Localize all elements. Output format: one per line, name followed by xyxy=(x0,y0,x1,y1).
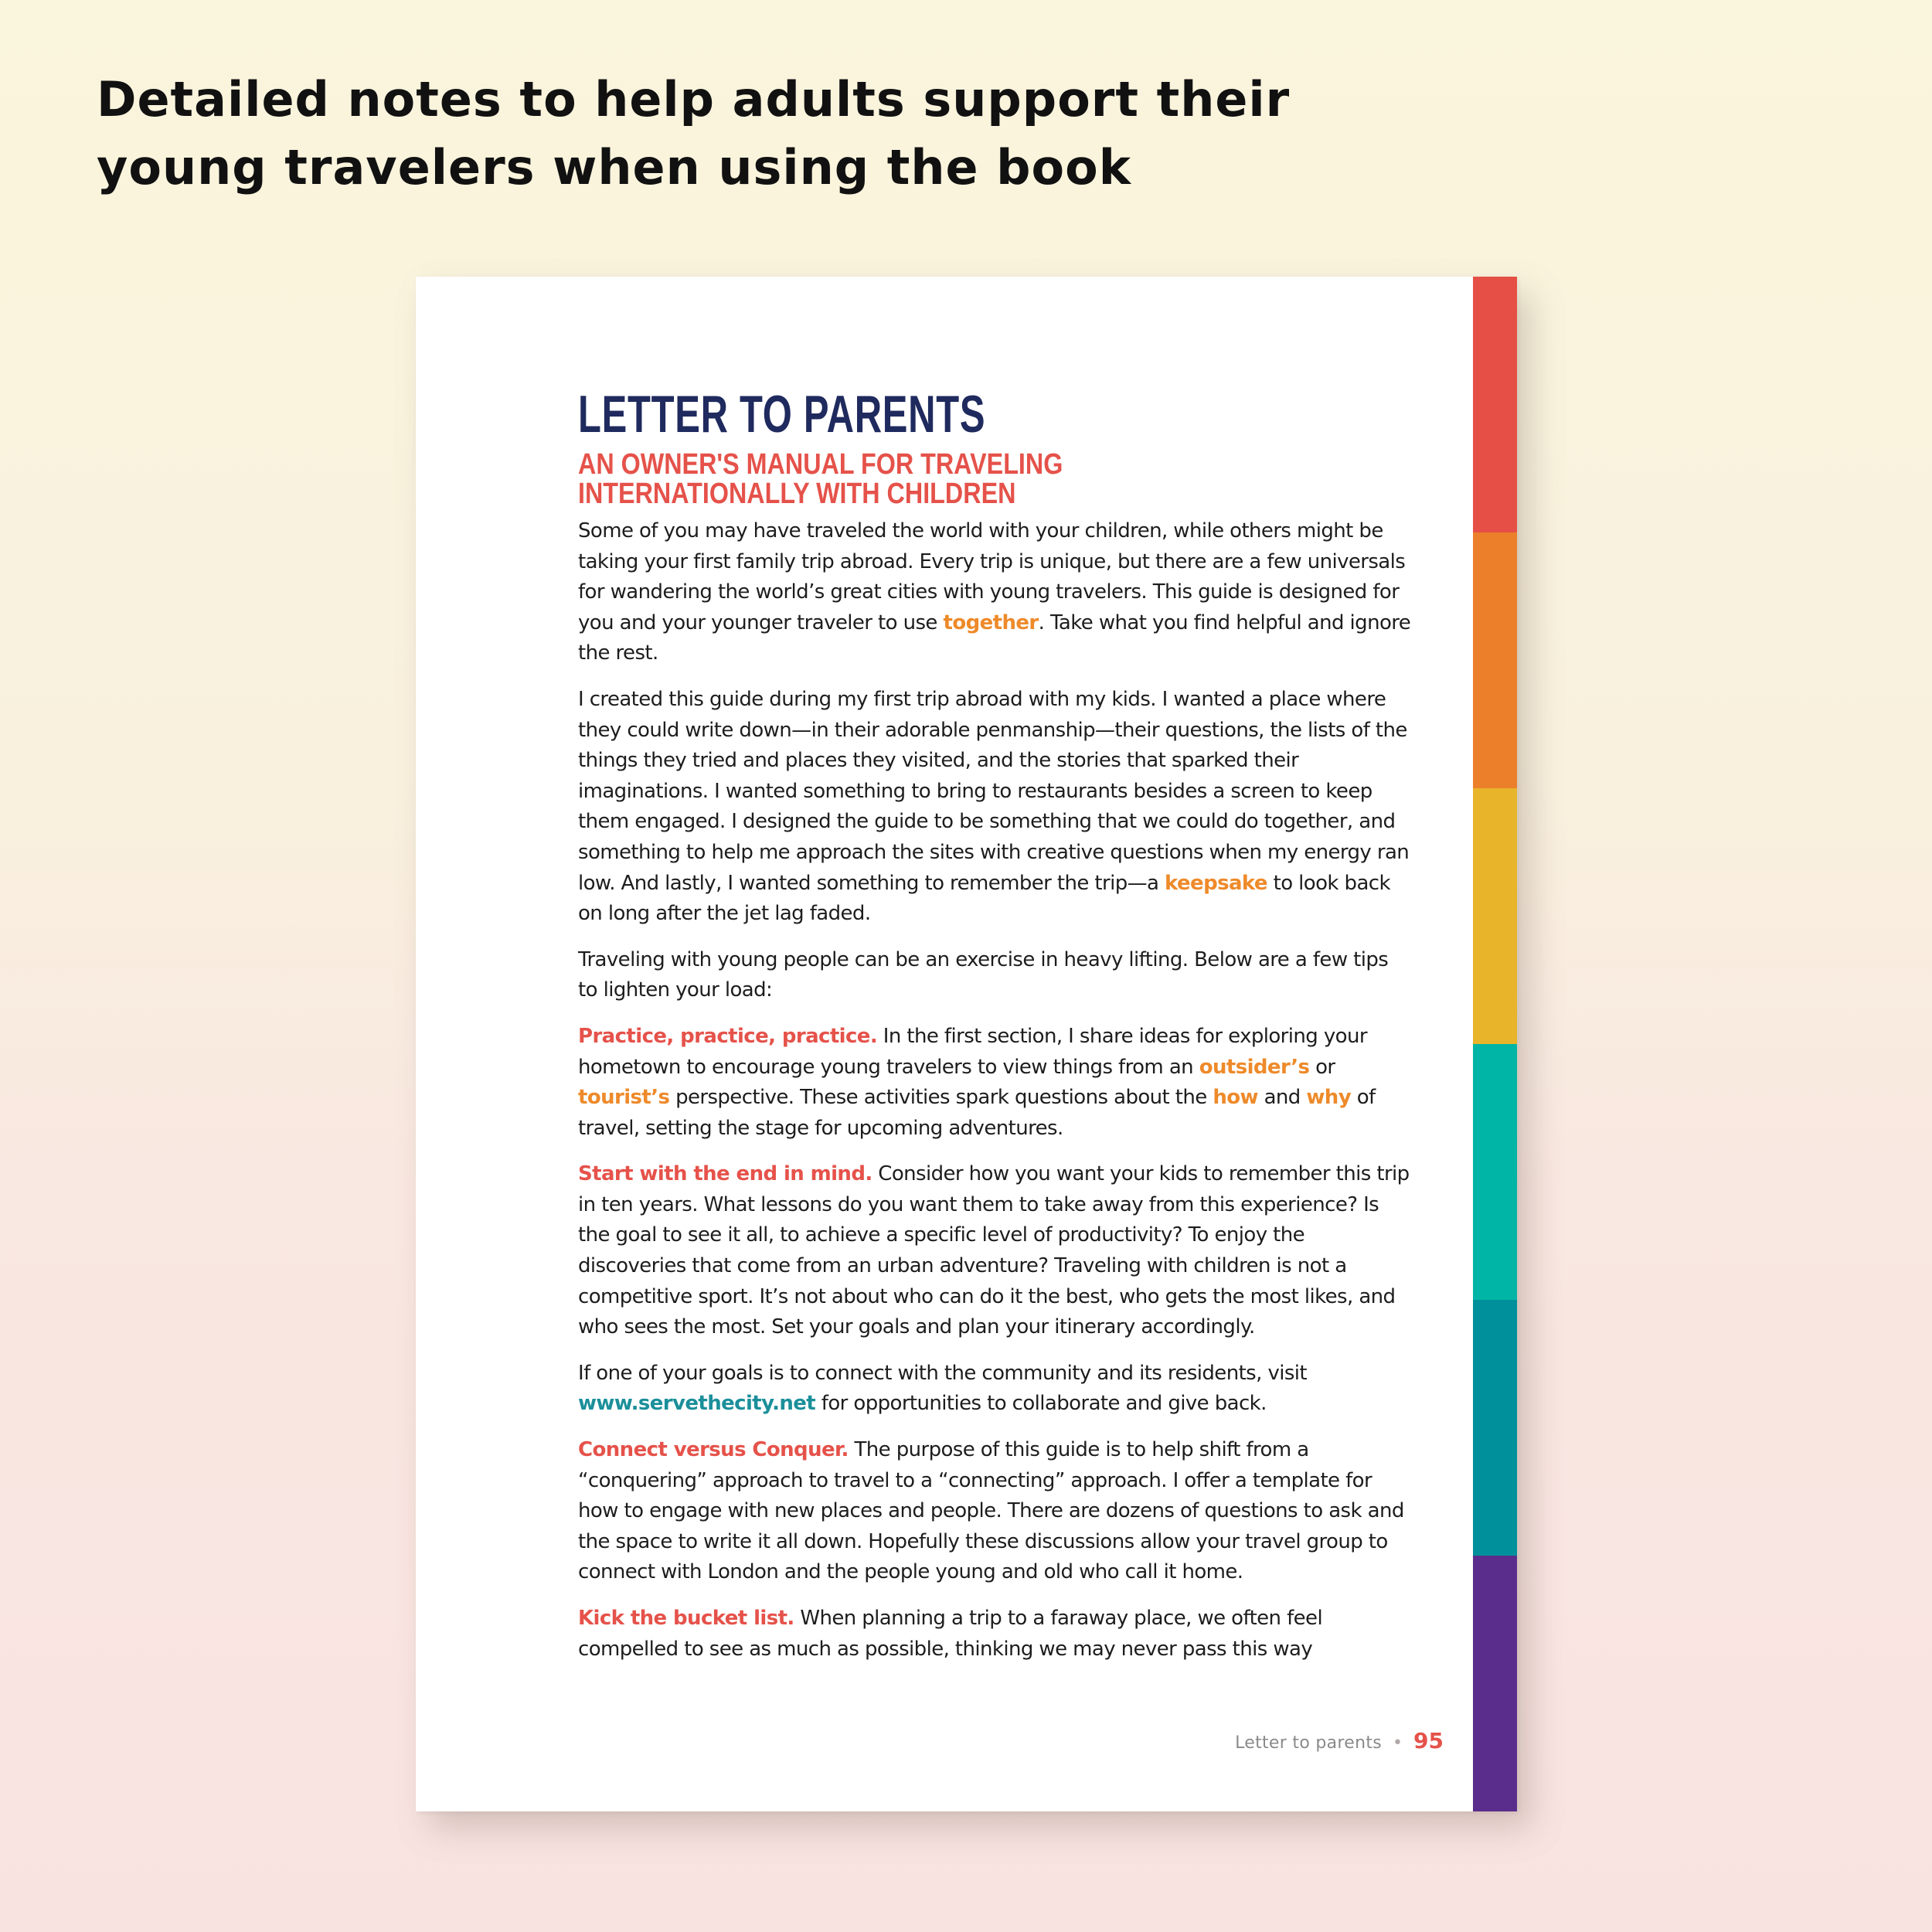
text: perspective. These activities spark questions about the xyxy=(669,1086,1213,1110)
text: of travel, setting the stage for upcoming adventures. xyxy=(578,1086,1376,1140)
text: or xyxy=(1309,1055,1335,1079)
highlight-outsiders: outsider’s xyxy=(1199,1055,1310,1079)
page-number: 95 xyxy=(1413,1728,1444,1753)
color-tabs xyxy=(1473,277,1517,1811)
highlight-why: why xyxy=(1306,1086,1352,1110)
paragraph-origin xyxy=(578,685,1413,930)
page-footer xyxy=(1235,1728,1444,1753)
text: If one of your goals is to connect with the community and its residents, visit xyxy=(578,1361,1308,1385)
text: The purpose of this guide is to help shift from a “conquering” approach to travel to a “connecting” approach. I offer a template for how to engage with new places and people. There are dozens of questions to ask and the space to write it all down. Hopefully these discussions allow your travel group to connect with London and the people young and old who call it home. xyxy=(578,1438,1404,1584)
highlight-keepsake: keepsake xyxy=(1165,871,1267,895)
servethecity-link[interactable]: www.servethecity.net xyxy=(578,1392,816,1416)
promo-heading-rest: to help adults support their young travelers when using the book xyxy=(97,71,1291,196)
text: . Take what you find helpful and ignore the rest. xyxy=(578,611,1411,665)
paragraph-end-in-mind xyxy=(578,1159,1413,1343)
text: and xyxy=(1257,1086,1307,1110)
text: I created this guide during my first trip abroad with my kids. I wanted a place where they could write down—in their adorable penmanship—their questions, the lists of the things they tried and places they visited, and the stories that sparked their imaginations. I wanted something to bring to restaurants besides a screen to keep them engaged. I designed the guide to be something that we could do together, and something to help me approach the sites with creative questions when my energy ran low. And lastly, I wanted something to remember the trip—a xyxy=(578,687,1410,895)
page-subtitle: AN OWNER'S MANUAL FOR TRAVELING INTERNATIONALLY WITH CHILDREN xyxy=(578,448,1063,510)
page-title: LETTER TO PARENTS xyxy=(578,385,986,444)
tab-purple xyxy=(1473,1556,1517,1811)
tip-lead-practice: Practice, practice, practice. xyxy=(578,1024,878,1048)
text: Some of you may have traveled the world with your children, while others might be taking your first family trip abroad. Every trip is unique, but there are a few universals for wandering the world’s great cities with young travelers. This guide is designed for you and your younger traveler to use xyxy=(578,519,1406,634)
tip-lead-end-in-mind: Start with the end in mind. xyxy=(578,1162,872,1186)
footer-separator: • xyxy=(1393,1733,1403,1753)
paragraph-connect xyxy=(578,1435,1413,1588)
tab-dark-teal xyxy=(1473,1300,1517,1556)
footer-section-label: Letter to parents xyxy=(1235,1733,1383,1753)
promo-heading-bold: Detailed notes xyxy=(97,71,502,128)
tip-lead-connect: Connect versus Conquer. xyxy=(578,1438,849,1462)
book-page xyxy=(416,277,1517,1811)
promo-heading xyxy=(97,66,1410,202)
text: Consider how you want your kids to remember this trip in ten years. What lessons do you want them to take away from this experience? Is the goal to see it all, to achieve a specific level of productivity? To enjoy the discoveries that come from an urban adventure? Traveling with children is not a competitive sport. It’s not about who can do it the best, who gets the most likes, and who sees the most. Set your goals and plan your itinerary accordingly. xyxy=(578,1162,1410,1339)
highlight-tourists: tourist’s xyxy=(578,1086,670,1110)
text: In the first section, I share ideas for exploring your hometown to encourage young travelers to view things from an xyxy=(578,1024,1367,1079)
text: When planning a trip to a faraway place, we often feel compelled to see as much as possible, thinking we may never pass this way xyxy=(578,1607,1323,1661)
letter-body xyxy=(578,516,1413,1665)
tab-teal xyxy=(1473,1044,1517,1300)
text: for opportunities to collaborate and give back. xyxy=(815,1392,1267,1416)
paragraph-intro xyxy=(578,516,1413,669)
tab-red xyxy=(1473,277,1517,532)
highlight-together: together xyxy=(943,611,1039,634)
text: to look back on long after the jet lag faded. xyxy=(578,871,1390,926)
tab-yellow xyxy=(1473,788,1517,1044)
paragraph-tips-intro: Traveling with young people can be an exercise in heavy lifting. Below are a few tips to lighten your load: xyxy=(578,947,1389,1002)
paragraph-community xyxy=(578,1359,1413,1420)
highlight-how: how xyxy=(1213,1086,1258,1110)
page-content xyxy=(578,385,1413,1680)
paragraph-bucket-list xyxy=(578,1604,1413,1665)
paragraph-practice xyxy=(578,1022,1413,1144)
tip-lead-bucket-list: Kick the bucket list. xyxy=(578,1607,794,1630)
tab-orange xyxy=(1473,532,1517,788)
